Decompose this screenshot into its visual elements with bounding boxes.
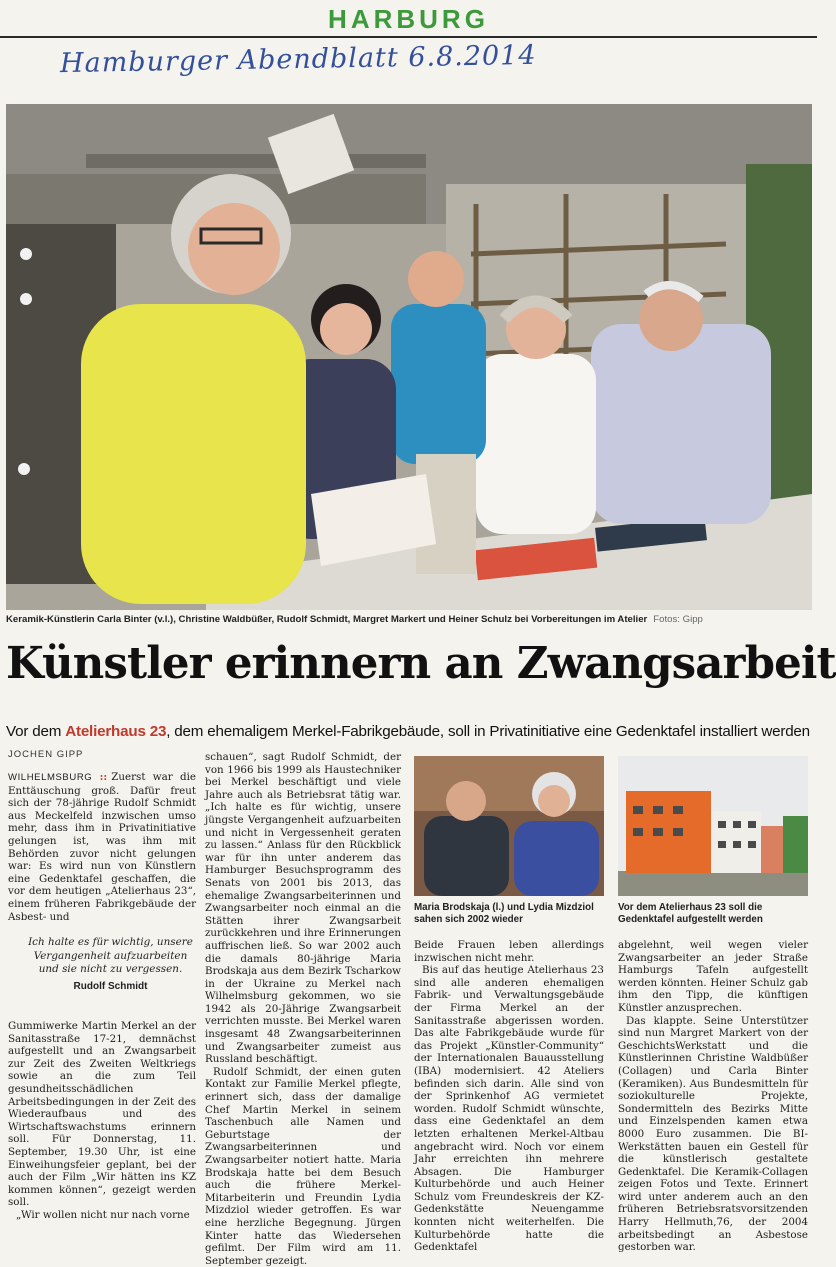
col1-top-text: Zuerst war die Enttäuschung groß. Dafür freut sich der 78-jährige Rudolf Schmidt aus Meckelfeld inzwischen umso mehr, dass ihm in Privatinitiative gelungen ist, was ihm mit Behörden zuvor nicht gelungen war: Es wird nun von Künstlern eine Gedenktafel geschaffen, die vor dem heutigen „Atelierhaus 23“, einem früheren Fabrikgebäude der Asbest- und xyxy=(8,771,196,923)
subline-highlight: Atelierhaus 23 xyxy=(65,723,167,740)
col4-p2: Das klappte. Seine Unterstützer sind nun Margret Markert von der GeschichtsWerkstatt und die Künstlerinnen Christine Waldbüßer (Collagen) und Carla Binter (Keramiken). Aus Bundesmitteln für soziokulturelle Projekte, Sondermitteln des Bezirks Mitte und Einzelspenden kamen etwa 8000 Euro zusammen. Die BI-Werkstätten bauen ein Gestell für die künstlerisch gestaltete Gedenktafel. Die Keramik-Collagen zeigen Fotos und Texte. Erinnert wird unter anderem auch an den früheren Betriebsratsvorsitzenden Harry Hellmuth,76, der 2004 arbeitsbedingt an Asbestose gestorben war. xyxy=(618,1014,808,1254)
col2-p1: schauen“, sagt Rudolf Schmidt, der von 1966 bis 1999 als Haustechniker bei Merkel beschäftigt und viele Jahre auch als Betriebsrat tätig war. „Ich halte es für wichtig, unsere jüngste Vergangenheit aufzuarbeiten und nicht in Vergessenheit geraten zu lassen.“ Anlass für den Rückblick war für ihn unter anderem das Hamburger Besuchsprogramm des Senats von 2001 bis 2013, das ehemalige Zwangsarbeiterinnen und Zwangsarbeiter noch einmal an die Stätten ihrer Zwangsarbeit zurückkehren und ihre Erinnerungen auffrischen ließ. So war 2002 auch die damals 80-jährige Maria Brodskaja aus dem Bezirk Tscharkow in der Ukraine zu Merkel nach Wilhelmsburg gekommen, wo sie 1942 als 20-Jährige Zwangsarbeit verrichten musste. Bei Merkel waren insgesamt 48 Zwangsarbeiterinnen und Zwangsarbeiter zumeist aus Russland beschäftigt. xyxy=(205,751,401,1066)
photo-credit: Fotos: Gipp xyxy=(653,614,703,625)
pull-quote xyxy=(28,936,193,993)
col4-p1: abgelehnt, weil wegen vieler Zwangsarbeiter an jeder Straße Hamburgs Tafeln aufgestellt werden könnten. Heiner Schulz gab ihm den Tipp, die künftigen Künstler anzusprechen. xyxy=(618,939,808,1014)
subline-after: , dem ehemaligem Merkel-Fabrikgebäude, soll in Privatinitiative eine Gedenktafel installiert werden xyxy=(166,723,810,740)
photo-3-caption: Vor dem Atelierhaus 23 soll die Gedenktafel aufgestellt werden xyxy=(618,902,763,926)
subline-before: Vor dem xyxy=(6,723,66,740)
column-1-bottom xyxy=(8,1020,196,1221)
col3-p2: Bis auf das heutige Atelierhaus 23 sind alle anderen ehemaligen Fabrik- und Verwaltungsgebäude der Firma Merkel an der Sanitasstraße abgerissen worden. Das alte Fabrikgebäude wurde für das Projekt „Künstler-Community“ der Internationalen Bauausstellung (IBA) modernisiert. 42 Ateliers befinden sich darin. Alle sind von der Sprinkenhof AG vermietet worden. Rudolf Schmidt wünschte, dass eine Gedenktafel an dem letzten erhaltenen Merkel-Altbau angebracht wird. Noch vor einem Jahr erreichten ihn mehrere Absagen. Die Hamburger Kulturbehörde und auch Heiner Schulz vom Freundeskreis der KZ-Gedenkstätte Neuengamme konnten nicht weiterhelfen. Die Kulturbehörde hatte die Gedenktafel xyxy=(414,964,604,1254)
column-2 xyxy=(205,751,401,1267)
column-4 xyxy=(618,939,808,1254)
col1-bottom-p2: „Wir wollen nicht nur nach vorne xyxy=(16,1208,190,1221)
photo-atelierhaus xyxy=(618,756,808,896)
pull-quote-author: Rudolf Schmidt xyxy=(73,980,148,992)
main-photo xyxy=(6,104,812,610)
dateline-marker: :: xyxy=(99,771,108,783)
author-byline: JOCHEN GIPP xyxy=(8,749,84,760)
handwritten-source-note: Hamburger Abendblatt 6.8.2014 xyxy=(59,39,537,80)
col1-bottom-p1: Gummiwerke Martin Merkel an der Sanitasstraße 17-21, demnächst aufgestellt und an Zwangsarbeit zur Zeit des Zweiten Weltkriegs sowie an die zum Teil gesundheitsschädlichen Arbeitsbedingungen in der Zeit des Wiederaufbaus und des Wirtschaftswachstums erinnern soll. Für Donnerstag, 11. September, 19.30 Uhr, ist eine Einweihungsfeier geplant, bei der auch der Film „Wir hätten ins KZ kommen können“, gezeigt werden soll. xyxy=(8,1020,196,1209)
column-3 xyxy=(414,939,604,1254)
pull-quote-text: Ich halte es für wichtig, unsere Vergangenheit aufzuarbeiten und sie nicht zu vergessen. xyxy=(28,936,193,975)
col2-p2: Rudolf Schmidt, der einen guten Kontakt zur Familie Merkel pflegte, erinnert sich, dass der damalige Chef Martin Merkel in seinem Taschenbuch alle Namen und Geburtstage der Zwangsarbeiterinnen und Zwangsarbeiter notiert hatte. Maria Brodskaja hatte bei dem Besuch auch die frühere Merkel-Mitarbeiterin und Freundin Lydia Mizdziol wieder getroffen. Es war eine herzliche Begegnung. Jürgen Kinter hatte das Wiedersehen gefilmt. Der Film wird am 11. September gezeigt. xyxy=(205,1065,401,1267)
main-photo-caption xyxy=(6,614,812,628)
col3-p1: Beide Frauen leben allerdings inzwischen nicht mehr. xyxy=(414,939,604,964)
dateline: WILHELMSBURG xyxy=(8,772,93,783)
photo-2-caption: Maria Brodskaja (l.) und Lydia Mizdziol sahen sich 2002 wieder xyxy=(414,902,594,926)
photo-brodskaja-mizdziol xyxy=(414,756,604,896)
section-title: HARBURG xyxy=(328,4,489,34)
article-subline xyxy=(6,723,812,740)
article-headline: Künstler erinnern an Zwangsarbeit xyxy=(6,638,836,689)
header-rule xyxy=(0,36,817,38)
column-1-top xyxy=(8,771,196,923)
main-photo-caption-text: Keramik-Künstlerin Carla Binter (v.l.), Christine Waldbüßer, Rudolf Schmidt, Margret Markert und Heiner Schulz bei Vorbereitungen im Atelier xyxy=(6,614,648,625)
